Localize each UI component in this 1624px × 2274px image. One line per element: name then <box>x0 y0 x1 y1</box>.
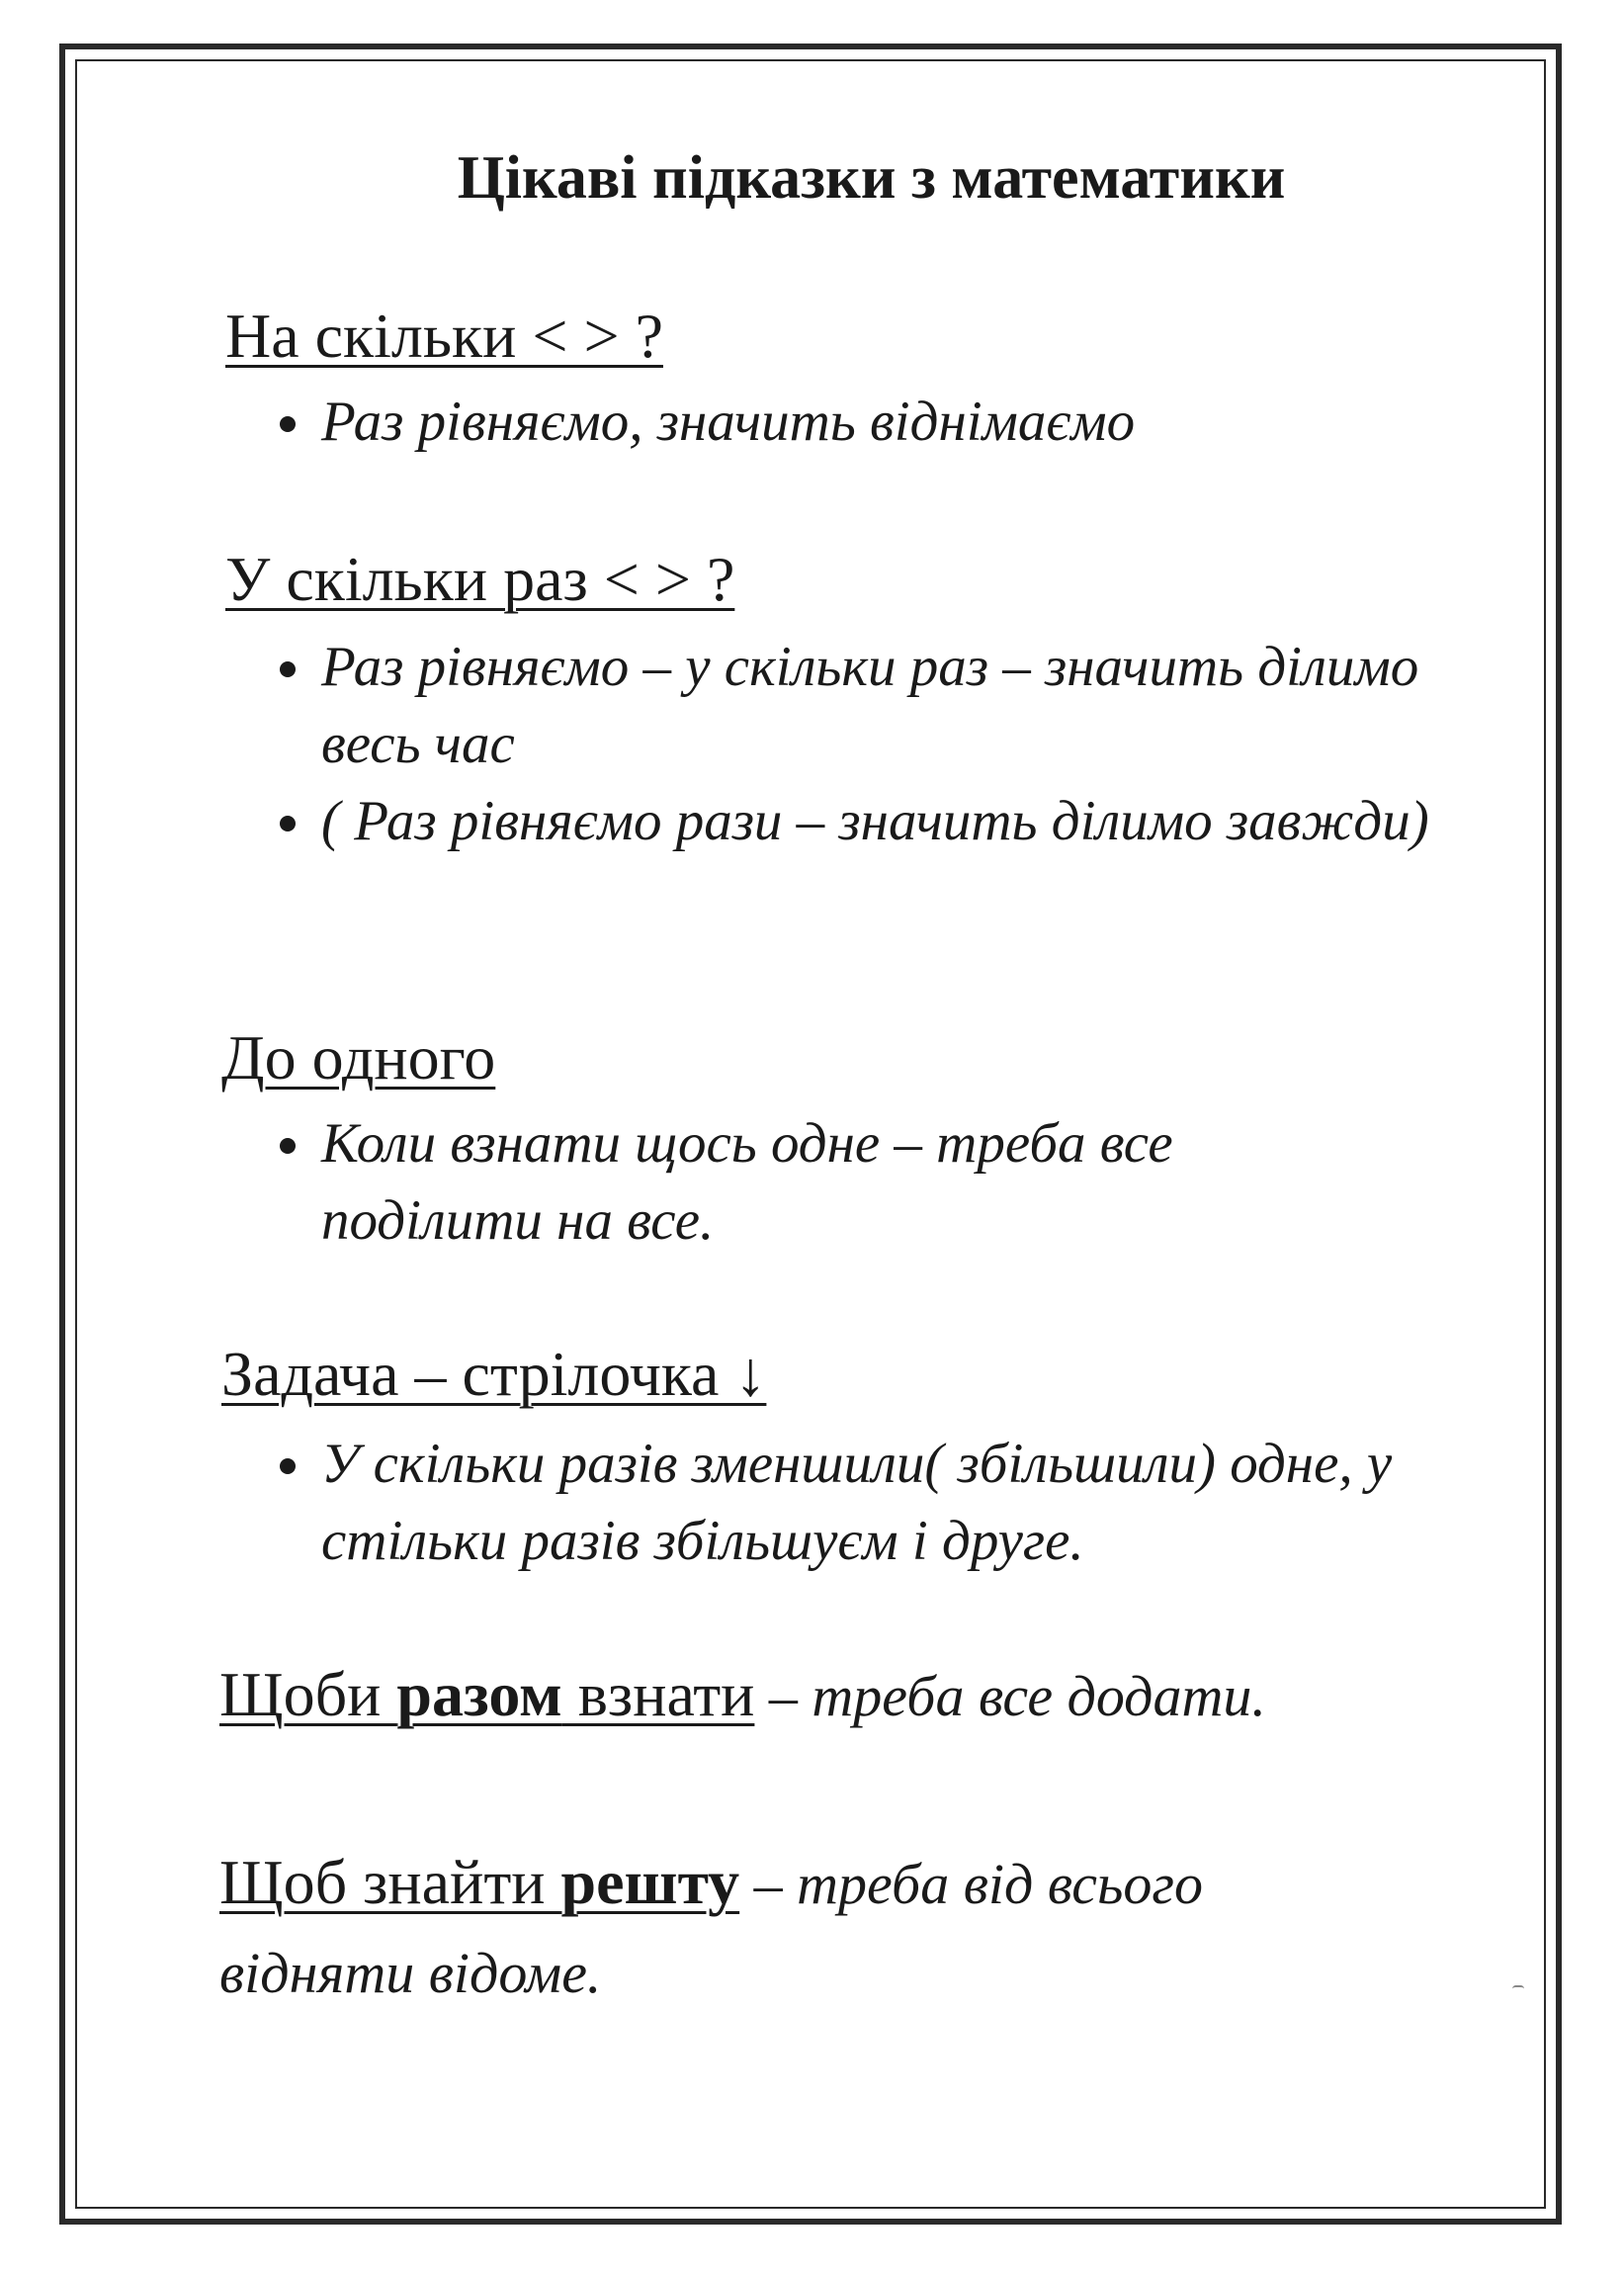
section-list-how-much-more <box>272 384 1458 461</box>
rule-explanation: – треба від всього відняти відоме. <box>219 1852 1203 2005</box>
section-list-to-one <box>272 1105 1399 1260</box>
list-item-text: У скільки разів зменшили( збільшили) одне, у стільки разів збільшуєм і друге. <box>321 1433 1393 1572</box>
list-item-text: Раз рівняємо – у скільки раз – значить ділимо весь час <box>321 636 1419 775</box>
section-heading-how-much-more: На скільки < > ? <box>225 301 663 371</box>
rule-keyword: решту <box>560 1847 740 1917</box>
list-item <box>272 629 1438 783</box>
rule-together <box>219 1651 1504 1740</box>
bullet-icon <box>280 661 296 677</box>
bullet-icon <box>280 1458 296 1474</box>
rule-lead <box>219 1847 739 1917</box>
bullet-icon <box>280 416 296 432</box>
bullet-icon <box>280 1138 296 1154</box>
rule-remainder <box>219 1839 1406 2017</box>
page-title: Цікаві підказки з математики <box>457 144 1286 212</box>
list-item-text: ( Раз рівняємо рази – значить ділимо завжди) <box>321 790 1429 852</box>
section-list-how-many-times <box>272 629 1438 860</box>
rule-explanation: – треба все додати. <box>754 1664 1266 1728</box>
section-heading-arrow-task: Задача – стрілочка ↓ <box>221 1339 767 1409</box>
section-heading-how-many-times: У скільки раз < > ? <box>225 544 735 614</box>
rule-lead <box>219 1659 754 1729</box>
section-list-arrow-task <box>272 1426 1478 1580</box>
list-item-text: Раз рівняємо, значить віднімаємо <box>321 391 1136 453</box>
rule-lead-text: взнати <box>561 1659 755 1729</box>
bullet-icon <box>280 816 296 831</box>
list-item <box>272 1105 1399 1260</box>
list-item-text: Коли взнати щось одне – треба все поділити на все. <box>321 1112 1173 1252</box>
section-heading-to-one: До одного <box>221 1022 496 1093</box>
scan-artifact <box>1512 1985 1524 1992</box>
rule-lead-text: Щоб знайти <box>219 1847 561 1917</box>
rule-lead-text: Щоби <box>219 1659 397 1729</box>
list-item <box>272 384 1458 461</box>
list-item <box>272 783 1438 860</box>
list-item <box>272 1426 1478 1580</box>
rule-keyword: разом <box>396 1659 562 1729</box>
